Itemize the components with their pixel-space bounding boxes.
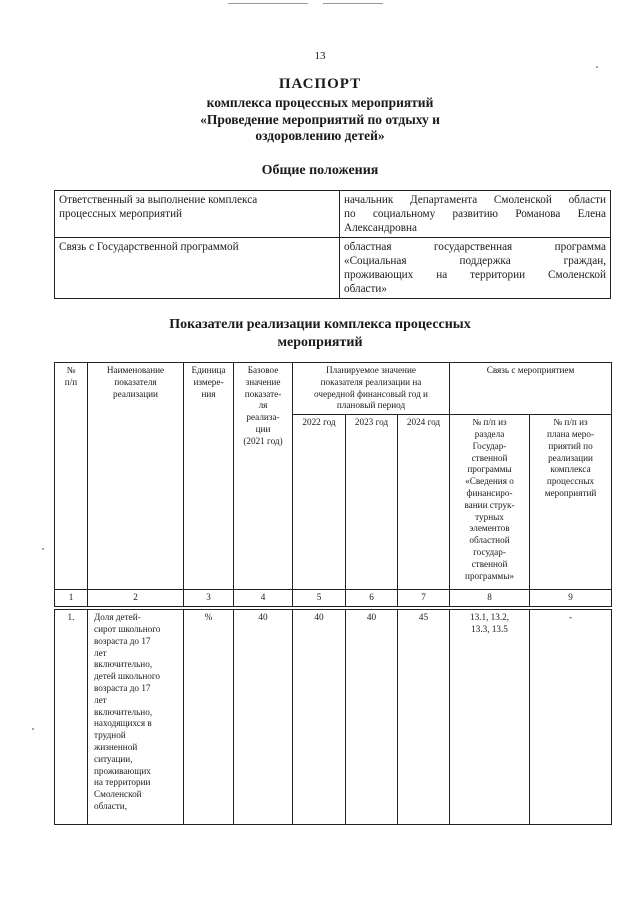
header-line: плановый период: [336, 400, 406, 411]
table-row: [55, 191, 611, 238]
column-number: 2: [88, 590, 184, 607]
header-planned: [293, 363, 450, 415]
column-number: 5: [293, 590, 346, 607]
header-year-2022: 2022 год: [293, 415, 346, 590]
cell-line: Ответственный за выполнение комплекса: [59, 194, 258, 206]
column-number: 7: [398, 590, 450, 607]
subtitle-line: оздоровлению детей»: [255, 128, 385, 143]
general-provisions-table: [54, 190, 611, 299]
cell-line: «Социальная поддержка граждан,: [344, 255, 606, 267]
header-line: очередной финансовый год и: [314, 388, 428, 399]
column-number: 3: [184, 590, 234, 607]
header-line: раздела: [474, 428, 505, 439]
responsible-value: [340, 191, 611, 238]
cell-line: лет: [94, 694, 107, 705]
cell-line: областная государственная программа: [344, 241, 606, 253]
cell-line: начальник Департамента Смоленской области: [344, 194, 606, 206]
cell-line: Смоленской: [94, 789, 142, 800]
row-program-refs: [450, 610, 530, 825]
section-heading-general: Общие положения: [261, 163, 379, 178]
header-line: реализации: [113, 388, 158, 399]
cell-line: включительно,: [94, 706, 153, 717]
header-base: [234, 363, 293, 590]
column-number: 4: [234, 590, 293, 607]
header-line: финансиро-: [466, 487, 513, 498]
scan-speck: [42, 548, 44, 550]
cell-line: проживающих на территории Смоленской: [344, 269, 606, 281]
header-line: комплекса: [550, 464, 591, 475]
program-link-label: [55, 238, 340, 299]
row-value-2023: 40: [346, 610, 398, 825]
column-number: 1: [55, 590, 88, 607]
subtitle-line: «Проведение мероприятий по отдыху и: [200, 111, 440, 127]
page-number: 13: [314, 50, 326, 62]
header-line: №: [66, 365, 76, 375]
cell-line: лет: [94, 647, 107, 658]
cell-line: Александровна: [344, 222, 417, 234]
cell-line: проживающих: [94, 765, 151, 776]
header-line: № п/п из: [472, 417, 507, 428]
header-year-2023: 2023 год: [346, 415, 398, 590]
header-name: [88, 363, 184, 590]
cell-line: области»: [344, 283, 387, 295]
scan-mark-top: [228, 3, 308, 4]
cell-line: трудной: [94, 730, 126, 741]
header-line: ции: [255, 423, 271, 434]
column-number-row: [55, 590, 612, 607]
row-plan-ref: -: [530, 610, 612, 825]
document-title: ПАСПОРТ: [278, 76, 362, 92]
row-num: 1.: [55, 610, 88, 825]
header-link: Связь с мероприятием: [450, 363, 612, 415]
header-line: Наименование: [106, 365, 165, 375]
table-row: [55, 610, 612, 825]
row-value-2022: 40: [293, 610, 346, 825]
header-line: областной: [469, 535, 510, 546]
row-unit: %: [184, 610, 234, 825]
header-line: «Сведения о: [465, 476, 514, 487]
header-line: ственной: [471, 452, 508, 463]
header-line: показате-: [244, 388, 282, 399]
header-line: ния: [201, 388, 216, 399]
cell-line: на территории: [94, 777, 151, 788]
cell-line: 13.1, 13.2,: [469, 612, 510, 623]
heading-line: мероприятий: [277, 335, 363, 350]
header-line: плана меро-: [547, 428, 595, 439]
cell-line: возраста до 17: [94, 635, 151, 646]
header-line: государ-: [473, 546, 506, 557]
header-line: Планируемое значение: [326, 365, 416, 375]
header-num: [55, 363, 88, 590]
header-line: п/п: [64, 376, 78, 387]
header-line: реализации: [548, 452, 593, 463]
cell-line: по социальному развитию Романова Елена: [344, 208, 606, 220]
program-link-value: [340, 238, 611, 299]
header-line: вании струк-: [464, 499, 515, 510]
scan-speck: [596, 66, 598, 68]
cell-line: ситуации,: [94, 753, 133, 764]
header-line: мероприятий: [544, 487, 597, 498]
header-line: турных: [475, 511, 504, 522]
row-value-2024: 45: [398, 610, 450, 825]
column-number: 6: [346, 590, 398, 607]
header-line: ственной: [471, 558, 508, 569]
responsible-label: [55, 191, 340, 238]
section-heading-indicators: [0, 316, 640, 352]
header-line: процессных: [546, 476, 595, 487]
header-line: измере-: [193, 376, 224, 387]
cell-line: возраста до 17: [94, 682, 151, 693]
header-link-plan: [530, 415, 612, 590]
header-line: элементов: [469, 523, 510, 534]
header-line: показателя реализации на: [320, 376, 422, 387]
header-line: программы: [467, 464, 512, 475]
heading-line: Показатели реализации комплекса процессных: [169, 317, 471, 332]
header-line: приятий по: [548, 440, 593, 451]
header-line: Единица: [191, 365, 226, 375]
row-base-value: 40: [234, 610, 293, 825]
header-link-program: [450, 415, 530, 590]
header-line: № п/п из: [553, 417, 588, 428]
header-line: ля: [258, 400, 268, 411]
cell-line: Связь с Государственной программой: [59, 241, 239, 253]
cell-line: включительно,: [94, 659, 153, 670]
indicators-table: [54, 362, 612, 825]
scan-speck: [32, 728, 34, 730]
cell-line: области,: [94, 800, 128, 811]
header-year-2024: 2024 год: [398, 415, 450, 590]
header-row: [55, 363, 612, 415]
row-indicator-name: [88, 610, 184, 825]
header-line: Государ-: [472, 440, 507, 451]
header-unit: [184, 363, 234, 590]
cell-line: детей школьного: [94, 671, 161, 682]
header-line: значение: [245, 376, 281, 387]
cell-line: жизненной: [94, 741, 138, 752]
header-line: Базовое: [247, 365, 279, 375]
column-number: 9: [530, 590, 612, 607]
header-line: реализа-: [246, 412, 280, 423]
scan-mark-top-right: [323, 3, 383, 4]
header-line: (2021 год): [243, 435, 283, 446]
cell-line: Доля детей-: [94, 612, 141, 623]
document-subtitle: [0, 95, 640, 145]
cell-line: 13.3, 13.5: [471, 623, 508, 634]
header-line: программы»: [465, 570, 514, 581]
cell-line: сирот школьного: [94, 623, 161, 634]
header-line: показателя: [114, 376, 157, 387]
table-row: [55, 238, 611, 299]
subtitle-line: комплекса процессных мероприятий: [206, 95, 434, 110]
column-number: 8: [450, 590, 530, 607]
cell-line: процессных мероприятий: [59, 208, 183, 220]
cell-line: находящихся в: [94, 718, 152, 729]
